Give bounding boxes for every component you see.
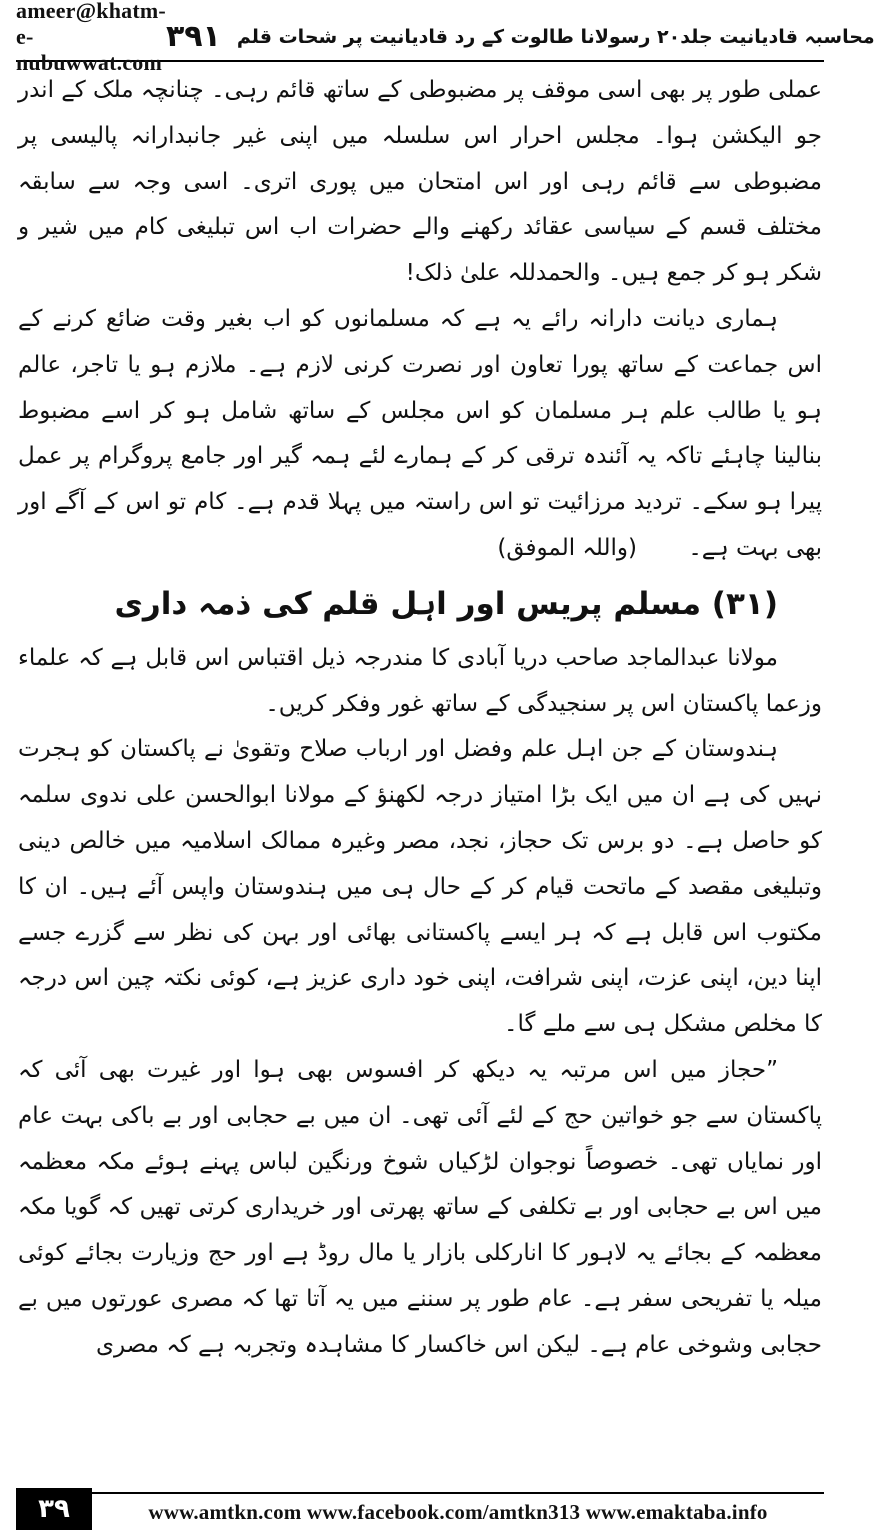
- footer-page-number: ۳۹: [16, 1488, 92, 1530]
- paragraph-1: [18, 68, 822, 297]
- section-heading: (۳۱) مسلم پریس اور اہل قلم کی ذمہ داری: [114, 585, 778, 622]
- paragraph-4: ہندوستان کے جن اہل علم وفضل اور ارباب صلاح وتقویٰ نے پاکستان کو ہجرت نہیں کی ہے ان میں ایک بڑا امتیاز درجہ لکھنؤ کے مولانا ابوالحسن علی ندوی سلمہ کو حاصل ہے۔ دو برس تک حجاز، نجد، مصر وغیرہ ممالک اسلامیہ میں خالص دینی وتبلیغی مقصد کے ماتحت قیام کر کے حال ہی میں ہندوستان واپس آئے ہیں۔ ان کا مکتوب اس قابل ہے کہ ہر ایسے پاکستانی بھائی اور بہن کی نظر سے گزرے جسے اپنا دین، اپنی عزت، اپنی شرافت، اپنی خود داری عزیز ہے، کوئی نکتہ چین اس درجہ کا مخلص مشکل ہی سے ملے گا۔: [18, 736, 822, 1038]
- paragraph-3: مولانا عبدالماجد صاحب دریا آبادی کا مندرجہ ذیل اقتباس اس قابل ہے کہ علماء وزعما پاکستان اس پر سنجیدگی کے ساتھ غور وفکر کریں۔: [18, 644, 822, 717]
- paragraph-2: [18, 297, 822, 572]
- paragraph-2-text: ہماری دیانت دارانہ رائے یہ ہے کہ مسلمانوں کو اب بغیر وقت ضائع کرنے کے اس جماعت کے ساتھ پورا تعاون اور نصرت کرنی لازم ہے۔ ملازم ہو یا تاجر، عالم ہو یا طالب علم ہر مسلمان کو اس مجلس کے ساتھ شامل ہو کر اسے مضبوط بنالینا چاہئے تاکہ یہ آئندہ ترقی کر کے ہمارے لئے ہمہ گیر اور جامع پروگرام پر عمل پیرا ہو سکے۔ تردید مرزائیت تو اس راستہ میں پہلا قدم ہے۔ کام تو اس کے آگے اور بھی بہت ہے۔: [18, 305, 822, 561]
- paragraph-5-quote: ”حجاز میں اس مرتبہ یہ دیکھ کر افسوس بھی ہوا اور غیرت بھی آئی کہ پاکستان سے جو خواتین حج کے لئے آئی تھی۔ ان میں بے حجابی اور بے باکی بہت عام اور نمایاں تھی۔ خصوصاً نوجوان لڑکیاں شوخ ورنگین لباس پہنے ہوئے مکہ معظمہ میں اس بے حجابی اور بے تکلفی کے ساتھ پھرتی اور خریداری کرتی تھیں کہ گویا مکہ معظمہ کے بجائے یہ لاہور کا انارکلی بازار یا مال روڈ ہے اور حج وزیارت بجائے کوئی میلہ یا تفریحی سفر ہے۔ عام طور پر سننے میں یہ آتا تھا کہ مصری عورتوں میں بے حجابی وشوخی عام ہے۔ لیکن اس خاکسار کا مشاہدہ وتجربہ ہے کہ مصری: [18, 1056, 822, 1358]
- header-book-title: محاسبہ قادیانیت جلد۲۰ رسولانا طالوت کے رد قادیانیت پر شحات قلم: [236, 26, 875, 48]
- paragraph-1-closing: والحمدللہ علیٰ ذلک!: [405, 260, 601, 287]
- paragraph-2-closing: (واللہ الموفق): [497, 534, 637, 561]
- page-body: [18, 68, 822, 1369]
- header-right-group: [165, 19, 875, 54]
- footer-links: www.amtkn.com www.facebook.com/amtkn313 www.emaktaba.info: [148, 1499, 768, 1524]
- header-email: ameer@khatm-e-nubuwwat.com: [16, 0, 166, 75]
- page-footer: [16, 1492, 824, 1530]
- paragraph-1-text: عملی طور پر بھی اسی موقف پر مضبوطی کے ساتھ قائم رہی۔ چنانچہ ملک کے اندر جو الیکشن ہوا۔ مجلس احرار اس سلسلہ میں اپنی غیر جانبدارانہ پالیسی پر مضبوطی سے قائم رہی اور اس امتحان میں پوری اتری۔ اسی وجہ سے سابقہ مختلف قسم کے سیاسی عقائد رکھنے والے حضرات اب اس تبلیغی کام میں شیر و شکر ہو کر جمع ہیں۔: [18, 77, 822, 287]
- header-page-number: ۳۹۱: [165, 19, 221, 54]
- page-header: [16, 0, 875, 75]
